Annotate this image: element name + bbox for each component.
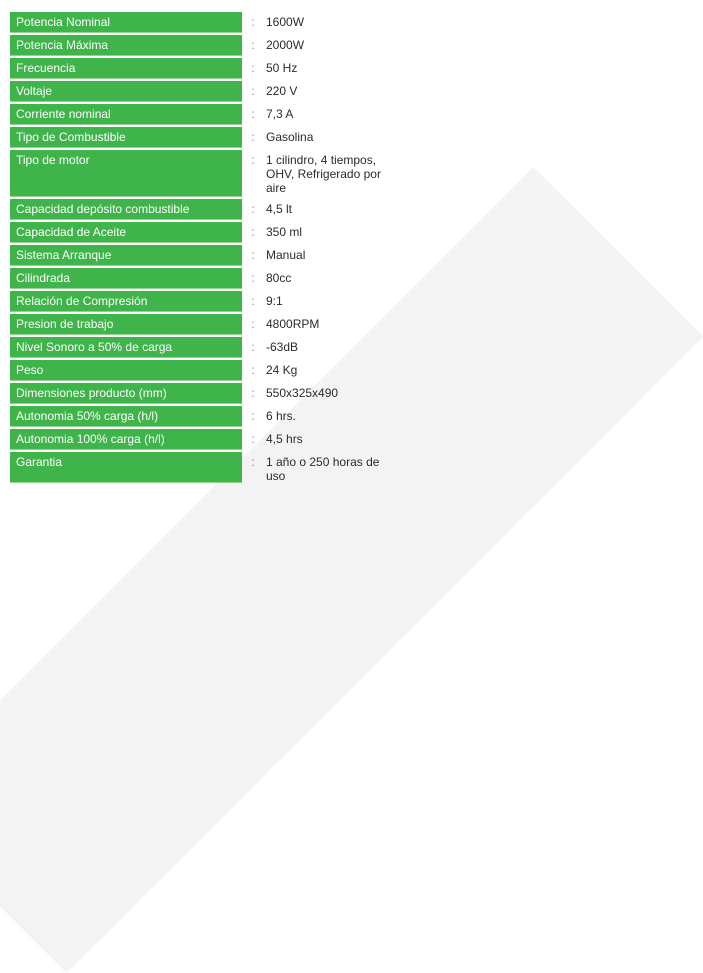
spec-table <box>10 10 402 485</box>
spec-value: 9:1 <box>266 294 283 308</box>
table-row <box>10 452 402 483</box>
table-row <box>10 222 402 243</box>
spec-separator: : <box>251 271 255 285</box>
table-row <box>10 12 402 33</box>
spec-value: 4,5 lt <box>266 202 293 216</box>
spec-value: 24 Kg <box>266 363 298 377</box>
table-row <box>10 150 402 197</box>
spec-separator: : <box>251 409 255 423</box>
spec-separator: : <box>251 294 255 308</box>
table-row <box>10 406 402 427</box>
spec-label: Voltaje <box>10 81 242 102</box>
table-row <box>10 104 402 125</box>
spec-label: Autonomia 50% carga (h/l) <box>10 406 242 427</box>
spec-value: 7,3 A <box>266 107 294 121</box>
spec-label: Sistema Arranque <box>10 245 242 266</box>
spec-label: Corriente nominal <box>10 104 242 125</box>
spec-label: Nivel Sonoro a 50% de carga <box>10 337 242 358</box>
spec-label: Cilindrada <box>10 268 242 289</box>
spec-label: Garantia <box>10 452 242 483</box>
table-row <box>10 58 402 79</box>
spec-value: 4800RPM <box>266 317 320 331</box>
spec-separator: : <box>251 15 255 29</box>
table-row <box>10 383 402 404</box>
spec-separator: : <box>251 455 255 469</box>
spec-value: 80cc <box>266 271 292 285</box>
table-row <box>10 245 402 266</box>
spec-label: Tipo de motor <box>10 150 242 197</box>
spec-value: 1 cilindro, 4 tiempos, OHV, Refrigerado por aire <box>266 153 381 195</box>
spec-label: Capacidad depósito combustible <box>10 199 242 220</box>
table-row <box>10 429 402 450</box>
table-row <box>10 337 402 358</box>
spec-separator: : <box>251 386 255 400</box>
spec-separator: : <box>251 340 255 354</box>
table-row <box>10 81 402 102</box>
spec-value: 50 Hz <box>266 61 298 75</box>
spec-separator: : <box>251 248 255 262</box>
spec-separator: : <box>251 202 255 216</box>
table-row <box>10 199 402 220</box>
spec-separator: : <box>251 432 255 446</box>
table-row <box>10 291 402 312</box>
spec-separator: : <box>251 38 255 52</box>
table-row <box>10 35 402 56</box>
spec-separator: : <box>251 317 255 331</box>
spec-label: Frecuencia <box>10 58 242 79</box>
spec-label: Autonomia 100% carga (h/l) <box>10 429 242 450</box>
table-row <box>10 127 402 148</box>
spec-value: 6 hrs. <box>266 409 297 423</box>
spec-label: Dimensiones producto (mm) <box>10 383 242 404</box>
spec-label: Relación de Compresión <box>10 291 242 312</box>
spec-value: 1 año o 250 horas de uso <box>266 455 380 483</box>
spec-value: Gasolina <box>266 130 314 144</box>
spec-value: 2000W <box>266 38 305 52</box>
spec-value: 1600W <box>266 15 305 29</box>
spec-value: 350 ml <box>266 225 303 239</box>
spec-value: 550x325x490 <box>266 386 339 400</box>
spec-label: Potencia Máxima <box>10 35 242 56</box>
table-row <box>10 360 402 381</box>
spec-value: 220 V <box>266 84 298 98</box>
spec-label: Potencia Nominal <box>10 12 242 33</box>
spec-separator: : <box>251 153 255 167</box>
spec-separator: : <box>251 225 255 239</box>
spec-separator: : <box>251 84 255 98</box>
spec-separator: : <box>251 130 255 144</box>
table-row <box>10 314 402 335</box>
spec-label: Capacidad de Aceite <box>10 222 242 243</box>
spec-value: 4,5 hrs <box>266 432 303 446</box>
spec-sheet <box>0 0 406 483</box>
spec-label: Presion de trabajo <box>10 314 242 335</box>
spec-label: Tipo de Combustible <box>10 127 242 148</box>
spec-value: -63dB <box>266 340 299 354</box>
spec-value: Manual <box>266 248 306 262</box>
spec-separator: : <box>251 61 255 75</box>
spec-separator: : <box>251 363 255 377</box>
spec-separator: : <box>251 107 255 121</box>
table-row <box>10 268 402 289</box>
spec-label: Peso <box>10 360 242 381</box>
